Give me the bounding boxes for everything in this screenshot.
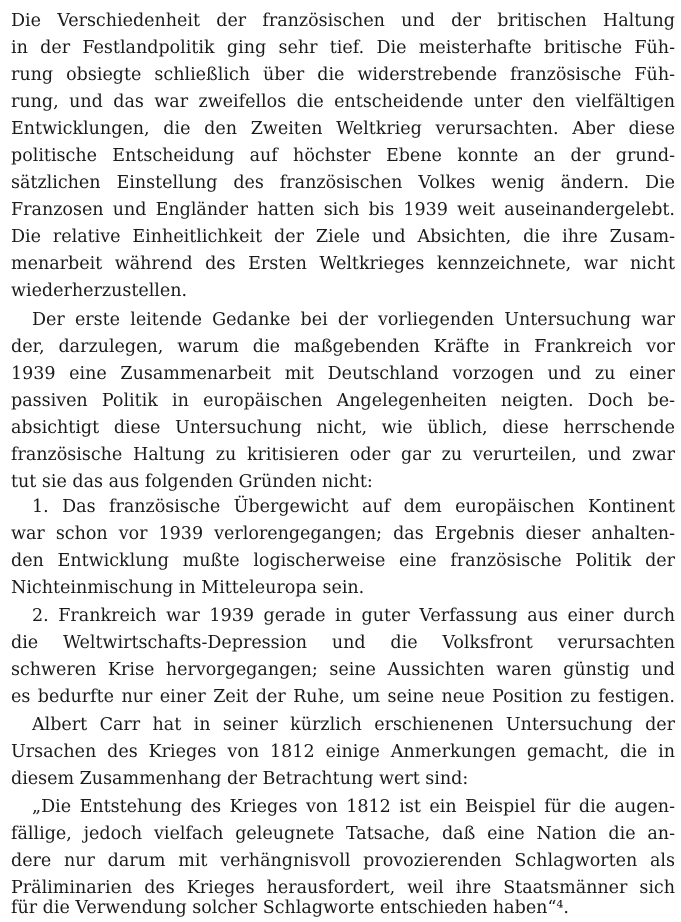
text-line: rung, und das war zweifellos die entscheidende unter den vielfältigen bbox=[11, 92, 675, 112]
text-line: absichtigt diese Untersuchung nicht, wie üblich, diese herrschende bbox=[11, 418, 675, 438]
text-line: 1939 eine Zusammenarbeit mit Deutschland vorzogen und zu einer bbox=[11, 364, 675, 384]
text-line: Der erste leitende Gedanke bei der vorliegenden Untersuchung war bbox=[32, 310, 675, 330]
text-line: schweren Krise hervorgegangen; seine Aussichten waren günstig und bbox=[11, 660, 675, 680]
text-line: Franzosen und Engländer hatten sich bis 1939 weit auseinandergelebt. bbox=[11, 200, 675, 220]
text-line: rung obsiegte schließlich über die widerstrebende französische Füh- bbox=[11, 65, 675, 85]
text-line: Die relative Einheitlichkeit der Ziele und Absichten, die ihre Zusam- bbox=[11, 227, 675, 247]
text-line: in der Festlandpolitik ging sehr tief. Die meisterhafte britische Füh- bbox=[11, 38, 675, 58]
text-line: fällige, jedoch vielfach geleugnete Tatsache, daß eine Nation die an- bbox=[11, 824, 675, 844]
text-line: sätzlichen Einstellung des französischen Volkes wenig ändern. Die bbox=[11, 173, 675, 193]
text-line: dere nur darum mit verhängnisvoll provozierenden Schlagworten als bbox=[11, 851, 675, 871]
text-line: tut sie das aus folgenden Gründen nicht: bbox=[11, 472, 373, 492]
text-line: Die Verschiedenheit der französischen und der britischen Haltung bbox=[11, 11, 675, 31]
text-line: Albert Carr hat in seiner kürzlich erschienenen Untersuchung der bbox=[32, 715, 675, 735]
text-line: es bedurfte nur einer Zeit der Ruhe, um seine neue Position zu festigen. bbox=[11, 687, 675, 707]
text-line: passiven Politik in europäischen Angelegenheiten neigten. Doch be- bbox=[11, 391, 675, 411]
text-line: Ursachen des Krieges von 1812 einige Anmerkungen gemacht, die in bbox=[11, 742, 675, 762]
text-line: französische Haltung zu kritisieren oder gar zu verurteilen, und zwar bbox=[11, 445, 675, 465]
text-line: menarbeit während des Ersten Weltkrieges kennzeichnete, war nicht bbox=[11, 254, 675, 274]
text-line: Entwicklungen, die den Zweiten Weltkrieg verursachten. Aber diese bbox=[11, 119, 675, 139]
text-line: war schon vor 1939 verlorengegangen; das Ergebnis dieser anhalten- bbox=[11, 524, 675, 544]
text-line: den Entwicklung mußte logischerweise eine französische Politik der bbox=[11, 551, 675, 571]
text-line: Präliminarien des Krieges herausfordert, weil ihre Staatsmänner sich bbox=[11, 878, 675, 898]
text-line: für die Verwendung solcher Schlagworte entschieden haben“⁴. bbox=[11, 898, 569, 918]
text-line: 2. Frankreich war 1939 gerade in guter Verfassung aus einer durch bbox=[32, 606, 675, 626]
text-line: 1. Das französische Übergewicht auf dem europäischen Kontinent bbox=[32, 497, 675, 517]
text-line: die Weltwirtschafts-Depression und die Volksfront verursachten bbox=[11, 633, 675, 653]
text-line: der, darzulegen, warum die maßgebenden Kräfte in Frankreich vor bbox=[11, 337, 675, 357]
text-line: „Die Entstehung des Krieges von 1812 ist ein Beispiel für die augen- bbox=[32, 797, 675, 817]
text-line: politische Entscheidung auf höchster Ebene konnte an der grund- bbox=[11, 146, 675, 166]
text-line: Nichteinmischung in Mitteleuropa sein. bbox=[11, 578, 365, 598]
text-line: diesem Zusammenhang der Betrachtung wert sind: bbox=[11, 769, 469, 789]
text-line: wiederherzustellen. bbox=[11, 281, 188, 301]
